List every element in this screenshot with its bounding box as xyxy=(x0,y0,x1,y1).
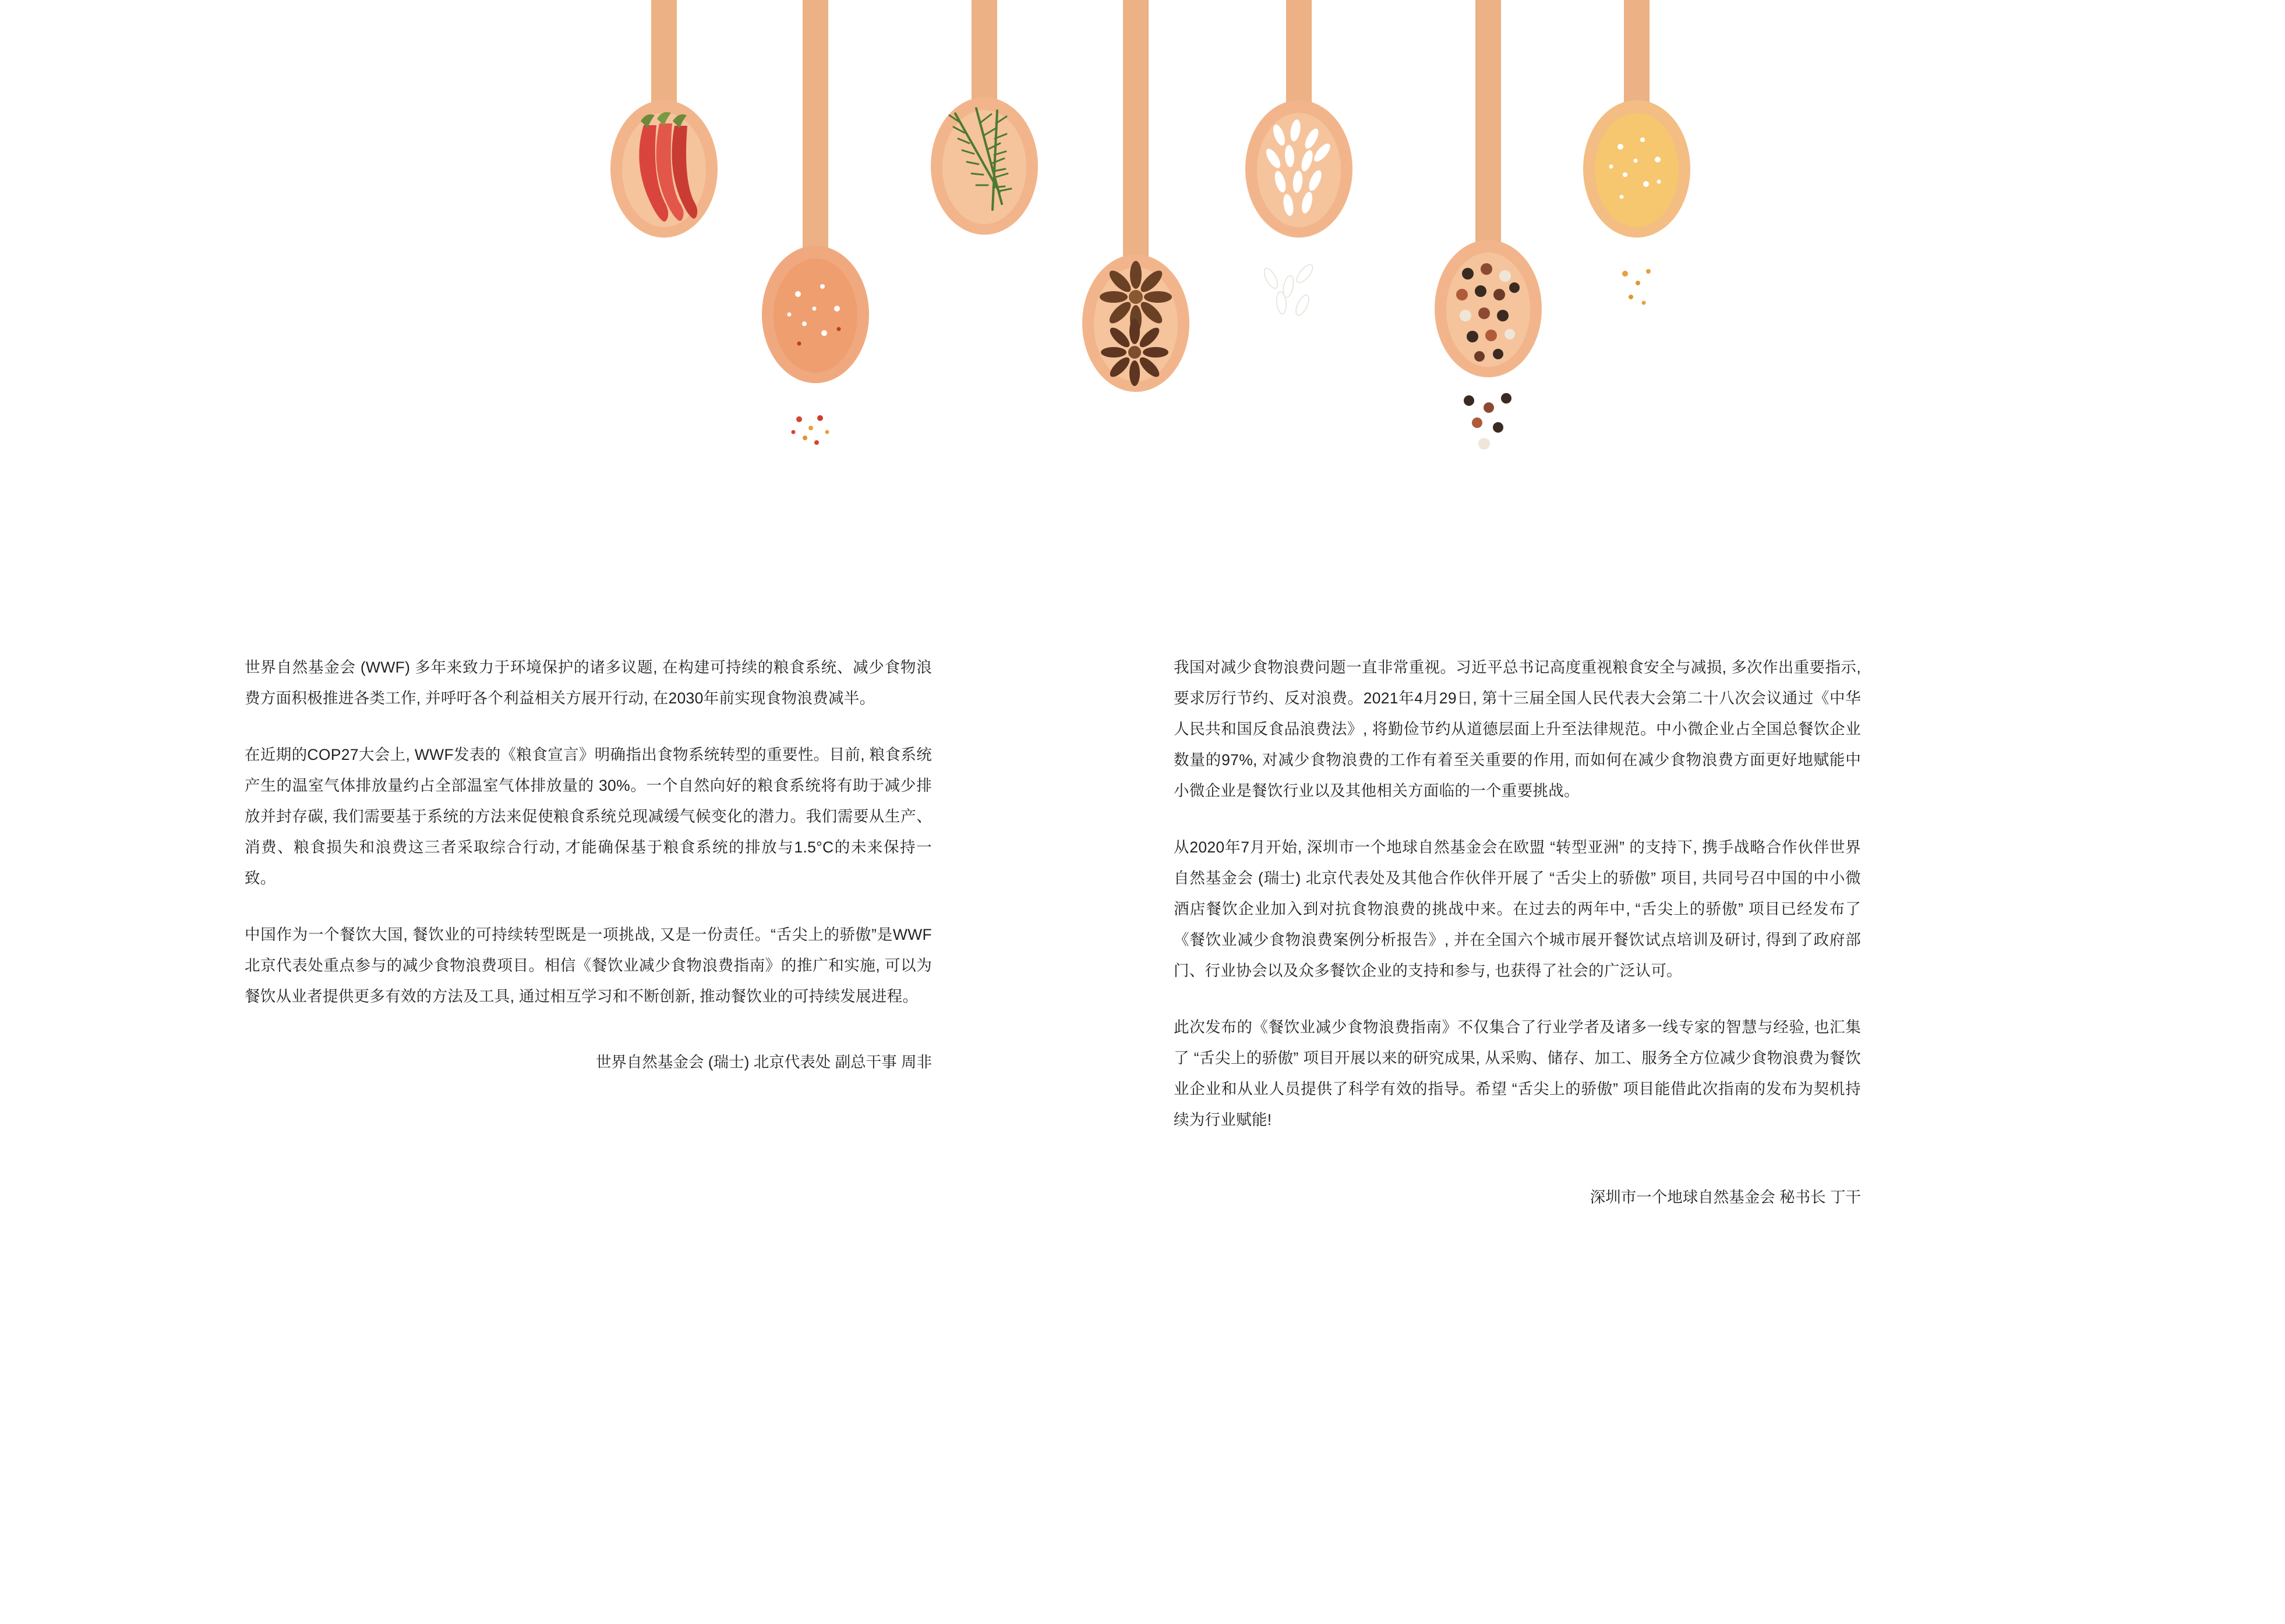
left-paragraph-3: 中国作为一个餐饮大国, 餐饮业的可持续转型既是一项挑战, 又是一份责任。“舌尖上的骄傲”是WWF北京代表处重点参与的减少食物浪费项目。相信《餐饮业减少食物浪费指南》的推广和实施, 可以为餐饮从业者提供更多有效的方法及工具, 通过相互学习和不断创新, 推动餐饮业的可持续发展进程。 xyxy=(245,926,932,1005)
left-paragraph-1: 世界自然基金会 (WWF) 多年来致力于环境保护的诸多议题, 在构建可持续的粮食系统、减少食物浪费方面积极推进各类工作, 并呼吁各个利益相关方展开行动, 在2030年前实现食物浪费减半。 xyxy=(245,659,932,707)
spoons-illustration-svg xyxy=(0,0,2285,524)
paprika-falling-grains xyxy=(792,415,829,445)
spoon-rice xyxy=(1245,0,1352,317)
text-columns xyxy=(0,652,2285,1213)
right-column xyxy=(1174,652,1861,1213)
spoon-peppercorns xyxy=(1435,0,1542,450)
right-paragraph-3: 此次发布的《餐饮业减少食物浪费指南》不仅集合了行业学者及诸多一线专家的智慧与经验, 也汇集了 “舌尖上的骄傲” 项目开展以来的研究成果, 从采购、储存、加工、服务全方位减少食物浪费为餐饮业企业和从业人员提供了科学有效的指导。希望 “舌尖上的骄傲” 项目能借此次指南的发布为契机持续为行业赋能! xyxy=(1174,1018,1861,1128)
left-column xyxy=(245,652,932,1213)
peppercorn-falling-grains xyxy=(1464,393,1511,450)
left-signature: 世界自然基金会 (瑞士) 北京代表处 副总干事 周非 xyxy=(595,1053,932,1071)
left-paragraph-2: 在近期的COP27大会上, WWF发表的《粮食宣言》明确指出食物系统转型的重要性。目前, 粮食系统产生的温室气体排放量约占全部温室气体排放量的 30%。一个自然向好的粮食系统将有助于减少排放并封存碳, 我们需要基于系统的方法来促使粮食系统兑现减缓气候变化的潜力。我们需要从生产、消费、粮食损失和浪费这三者采取综合行动, 才能确保基于粮食系统的排放与1.5°C的未来保持一致。 xyxy=(245,746,932,887)
rice-falling-grains xyxy=(1262,262,1315,317)
spoon-turmeric xyxy=(1583,0,1690,305)
right-paragraph-2: 从2020年7月开始, 深圳市一个地球自然基金会在欧盟 “转型亚洲” 的支持下, 携手战略合作伙伴世界自然基金会 (瑞士) 北京代表处及其他合作伙伴开展了 “舌尖上的骄傲” 项目, 共同号召中国的中小微酒店餐饮企业加入到对抗食物浪费的挑战中来。在过去的两年中, “舌尖上的骄傲” 项目已经发布了《餐饮业减少食物浪费案例分析报告》, 并在全国六个城市展开餐饮试点培训及研讨, 得到了政府部门、行业协会以及众多餐饮企业的支持和参与, 也获得了社会的广泛认可。 xyxy=(1174,838,1861,979)
spoon-paprika-powder xyxy=(762,0,869,445)
spoon-star-anise xyxy=(1082,0,1189,392)
spoon-chili xyxy=(610,0,718,238)
spoons-illustration xyxy=(0,0,2285,524)
spoon-rosemary xyxy=(931,0,1038,235)
right-paragraph-1: 我国对减少食物浪费问题一直非常重视。习近平总书记高度重视粮食安全与减损, 多次作出重要指示, 要求厉行节约、反对浪费。2021年4月29日, 第十三届全国人民代表大会第二十八次会议通过《中华人民共和国反食品浪费法》, 将勤俭节约从道德层面上升至法律规范。中小微企业占全国总餐饮企业数量的97%, 对减少食物浪费的工作有着至关重要的作用, 而如何在减少食物浪费方面更好地赋能中小微企业是餐饮行业以及其他相关方面临的一个重要挑战。 xyxy=(1174,659,1861,799)
turmeric-falling-grains xyxy=(1622,269,1651,305)
right-signature: 深圳市一个地球自然基金会 秘书长 丁干 xyxy=(1590,1188,1861,1206)
